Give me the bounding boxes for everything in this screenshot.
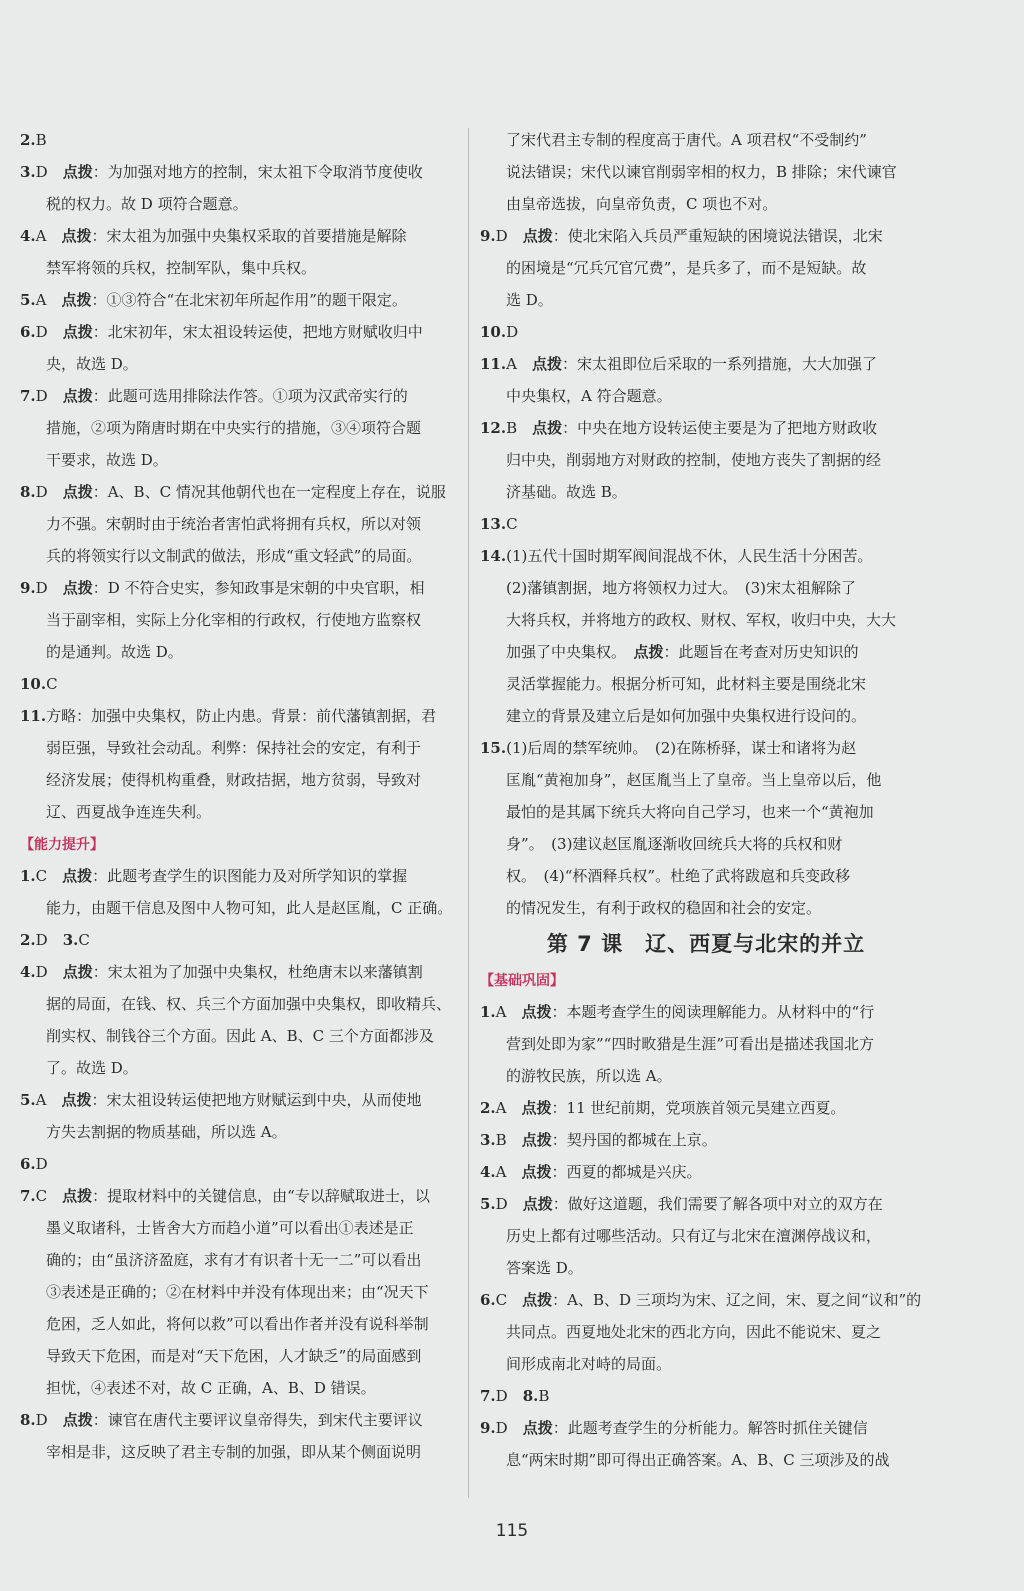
- explanation-text: ：为加强对地方的控制，宋太祖下令取消节度使收: [92, 163, 423, 181]
- question-number: 8.: [20, 1411, 36, 1429]
- answer-continuation: [20, 1372, 472, 1404]
- answer-text: D: [495, 1387, 523, 1405]
- answer-text: D: [35, 323, 63, 341]
- answer-line: [480, 540, 932, 572]
- explanation-text: ：宋太祖为加强中央集权采取的首要措施是解除: [91, 227, 407, 245]
- answer-text: 息“两宋时期”即可得出正确答案。A、B、C 三项涉及的战: [506, 1451, 890, 1469]
- question-number: 9.: [20, 579, 36, 597]
- answer-continuation: [480, 700, 932, 732]
- answer-text: D: [35, 387, 63, 405]
- section-row: [480, 964, 932, 996]
- question-number: 4.: [20, 227, 36, 245]
- answer-line: [480, 1412, 932, 1444]
- answer-continuation: [480, 572, 932, 604]
- explanation-text: ：做好这道题，我们需要了解各项中对立的双方在: [552, 1195, 883, 1213]
- answer-text: 中央集权，A 符合题意。: [506, 387, 672, 405]
- answer-line: [20, 124, 472, 156]
- answer-text: 当于副宰相，实际上分化宰相的行政权，行使地方监察权: [46, 611, 422, 629]
- answer-text: ③表述是正确的；②在材料中并没有体现出来；由“况天下: [46, 1283, 429, 1301]
- tip-label: 点拨: [61, 1091, 92, 1109]
- explanation-text: ：宋太祖为了加强中央集权，杜绝唐末以来藩镇割: [92, 963, 423, 981]
- answer-continuation: [480, 1060, 932, 1092]
- explanation-text: ：此题可选用排除法作答。①项为汉武帝实行的: [92, 387, 408, 405]
- answer-line: [20, 316, 472, 348]
- answer-text: 央，故选 D。: [46, 355, 138, 373]
- answer-text: 辽、西夏战争连连失利。: [46, 803, 212, 821]
- answer-text: 的困境是“冗兵冗官冗费”，是兵多了，而不是短缺。故: [506, 259, 867, 277]
- question-number: 6.: [480, 1291, 496, 1309]
- answer-line: [480, 412, 932, 444]
- answer-line: [480, 1284, 932, 1316]
- answer-continuation: [20, 636, 472, 668]
- answer-text: 弱臣强，导致社会动乱。利弊：保持社会的安定，有利于: [46, 739, 422, 757]
- tip-label: 点拨: [522, 1291, 553, 1309]
- answer-continuation: [20, 764, 472, 796]
- answer-line: [480, 220, 932, 252]
- answer-line: [20, 156, 472, 188]
- answer-text: D: [35, 1411, 63, 1429]
- explanation-text: ：北宋初年，宋太祖设转运使，把地方财赋收归中: [92, 323, 423, 341]
- tip-label: 点拨: [532, 419, 563, 437]
- answer-continuation: [20, 188, 472, 220]
- question-number: 7.: [20, 1187, 36, 1205]
- right-column: [480, 124, 932, 1476]
- answer-line: [480, 508, 932, 540]
- answer-text: D: [495, 227, 523, 245]
- answer-text: C: [495, 1291, 523, 1309]
- tip-label: 点拨: [62, 1411, 93, 1429]
- answer-line: [20, 668, 472, 700]
- explanation-text: ：中央在地方设转运使主要是为了把地方财政收: [562, 419, 878, 437]
- answer-text: 税的权力。故 D 项符合题意。: [46, 195, 248, 213]
- question-number: 10.: [20, 675, 47, 693]
- question-number: 7.: [20, 387, 36, 405]
- answer-text: B: [506, 419, 533, 437]
- tip-label: 点拨: [521, 1099, 552, 1117]
- answer-continuation: [480, 476, 932, 508]
- question-number: 6.: [20, 1155, 36, 1173]
- answer-continuation: [480, 188, 932, 220]
- answer-continuation: [480, 1220, 932, 1252]
- question-number: 5.: [20, 291, 36, 309]
- answer-text: 宰相是非，这反映了君主专制的加强，即从某个侧面说明: [46, 1443, 422, 1461]
- question-number: 3.: [62, 931, 79, 949]
- answer-continuation: [480, 828, 932, 860]
- answer-continuation: [480, 796, 932, 828]
- answer-text: A: [35, 227, 62, 245]
- explanation-text: ：A、B、C 情况其他朝代也在一定程度上存在，说服: [92, 483, 446, 501]
- answer-text: C: [46, 675, 58, 693]
- question-number: 13.: [480, 515, 507, 533]
- answer-continuation: [480, 1316, 932, 1348]
- tip-label: 点拨: [521, 1163, 552, 1181]
- answer-continuation: [20, 1436, 472, 1468]
- answer-text: 最怕的是其属下统兵大将向自己学习，也来一个“黄袍加: [506, 803, 874, 821]
- section-label: 【能力提升】: [20, 837, 104, 853]
- question-number: 5.: [480, 1195, 496, 1213]
- answer-continuation: [20, 796, 472, 828]
- answer-continuation: [480, 764, 932, 796]
- answer-text: D: [35, 579, 63, 597]
- answer-text: 干要求，故选 D。: [46, 451, 168, 469]
- column-divider: [468, 128, 469, 1498]
- answer-text: D: [35, 1155, 48, 1173]
- answer-line: [20, 1180, 472, 1212]
- answer-continuation: [480, 1252, 932, 1284]
- answer-text: 选 D。: [506, 291, 553, 309]
- tip-label: 点拨: [62, 387, 93, 405]
- question-number: 1.: [480, 1003, 496, 1021]
- answer-line: [480, 1380, 932, 1412]
- answer-continuation: [480, 1028, 932, 1060]
- explanation-text: ：D 不符合史实，参知政事是宋朝的中央官职，相: [92, 579, 425, 597]
- answer-text: 权。 (4)“杯酒释兵权”。杜绝了武将跋扈和兵变政移: [506, 867, 851, 885]
- explanation-text: ：提取材料中的关键信息，由“专以辞赋取进士，以: [92, 1187, 430, 1205]
- answer-continuation: [480, 284, 932, 316]
- answer-text: 方略：加强中央集权，防止内患。背景：前代藩镇割据，君: [46, 707, 437, 725]
- tip-label: 点拨: [521, 1131, 552, 1149]
- answer-text: 身”。 (3)建议赵匡胤逐渐收回统兵大将的兵权和财: [506, 835, 843, 853]
- answer-continuation: [480, 892, 932, 924]
- answer-continuation: [480, 636, 932, 668]
- tip-label: 点拨: [62, 1187, 93, 1205]
- question-number: 2.: [20, 131, 36, 149]
- answer-text: 济基础。故选 B。: [506, 483, 627, 501]
- explanation-text: ：使北宋陷入兵员严重短缺的困境说法错误，北宋: [552, 227, 883, 245]
- question-number: 5.: [20, 1091, 36, 1109]
- answer-line: [20, 572, 472, 604]
- explanation-text: ：A、B、D 三项均为宋、辽之间，宋、夏之间“议和”的: [552, 1291, 922, 1309]
- answer-continuation: [20, 1020, 472, 1052]
- answer-text: A: [506, 355, 532, 373]
- answer-continuation: [480, 124, 932, 156]
- answer-text: 的情况发生，有利于政权的稳固和社会的安定。: [506, 899, 822, 917]
- question-number: 3.: [480, 1131, 496, 1149]
- tip-label: 点拨: [62, 163, 93, 181]
- answer-continuation: [480, 1444, 932, 1476]
- answer-continuation: [20, 1276, 472, 1308]
- question-number: 9.: [480, 227, 496, 245]
- answer-text: 间形成南北对峙的局面。: [506, 1355, 672, 1373]
- tip-label: 点拨: [62, 963, 93, 981]
- answer-line: [480, 1156, 932, 1188]
- answer-text: (1)后周的禁军统帅。 (2)在陈桥驿，谋士和诸将为赵: [506, 739, 857, 757]
- question-number: 3.: [20, 163, 36, 181]
- tip-label: 点拨: [62, 323, 93, 341]
- answer-line: [480, 316, 932, 348]
- answer-text: 经济发展；使得机构重叠，财政拮据，地方贫弱，导致对: [46, 771, 422, 789]
- question-number: 6.: [20, 323, 36, 341]
- answer-text: 能力，由题干信息及图中人物可知，此人是赵匡胤，C 正确。: [46, 899, 453, 917]
- answer-continuation: [20, 508, 472, 540]
- question-number: 10.: [480, 323, 507, 341]
- answer-text: B: [538, 1387, 550, 1405]
- answer-text: 共同点。西夏地处北宋的西北方向，因此不能说宋、夏之: [506, 1323, 882, 1341]
- answer-text: 措施，②项为隋唐时期在中央实行的措施，③④项符合题: [46, 419, 422, 437]
- explanation-text: ：本题考查学生的阅读理解能力。从材料中的“行: [551, 1003, 875, 1021]
- answer-continuation: [20, 988, 472, 1020]
- answer-continuation: [20, 1052, 472, 1084]
- tip-label: 点拨: [522, 227, 553, 245]
- answer-text: A: [495, 1003, 522, 1021]
- answer-text: A: [35, 1091, 62, 1109]
- answer-line: [480, 348, 932, 380]
- answer-text: 的是通判。故选 D。: [46, 643, 183, 661]
- answer-text: 方失去割据的物质基础，所以选 A。: [46, 1123, 287, 1141]
- answer-text: C: [35, 867, 63, 885]
- answer-continuation: [480, 444, 932, 476]
- question-number: 11.: [480, 355, 507, 373]
- answer-text: 营到处即为家”“四时畋猎是生涯”可看出是描述我国北方: [506, 1035, 875, 1053]
- answer-text: D: [495, 1195, 523, 1213]
- tip-label: 点拨: [522, 1195, 553, 1213]
- tip-label: 点拨: [62, 579, 93, 597]
- explanation-text: ：11 世纪前期，党项族首领元昊建立西夏。: [551, 1099, 846, 1117]
- answer-continuation: [20, 444, 472, 476]
- answer-continuation: [20, 732, 472, 764]
- answer-text: D: [35, 163, 63, 181]
- answer-line: [480, 996, 932, 1028]
- answer-text: 削实权、制钱谷三个方面。因此 A、B、C 三个方面都涉及: [46, 1027, 434, 1045]
- answer-continuation: [20, 540, 472, 572]
- answer-line: [20, 924, 472, 956]
- tip-label: 点拨: [61, 291, 92, 309]
- answer-text: C: [35, 1187, 63, 1205]
- answer-text: 禁军将领的兵权，控制军队，集中兵权。: [46, 259, 317, 277]
- explanation-text: ：①③符合“在北宋初年所起作用”的题干限定。: [91, 291, 407, 309]
- lesson-title: 第 7 课 辽、西夏与北宋的并立: [546, 932, 866, 956]
- answer-text: D: [35, 483, 63, 501]
- answer-line: [20, 700, 472, 732]
- answer-line: [20, 380, 472, 412]
- answer-continuation: [20, 1340, 472, 1372]
- question-number: 8.: [20, 483, 36, 501]
- tip-label: 点拨: [522, 1419, 553, 1437]
- answer-line: [20, 1084, 472, 1116]
- answer-text: A: [495, 1163, 522, 1181]
- answer-text: 说法错误；宋代以谏官削弱宰相的权力，B 排除；宋代谏官: [506, 163, 897, 181]
- section-label: 【基础巩固】: [480, 973, 564, 989]
- tip-label: 点拨: [62, 867, 93, 885]
- answer-continuation: [480, 860, 932, 892]
- answer-text: 由皇帝选拔，向皇帝负责，C 项也不对。: [506, 195, 778, 213]
- explanation-text: ：谏官在唐代主要评议皇帝得失，到宋代主要评议: [92, 1411, 423, 1429]
- tip-label: 点拨: [62, 483, 93, 501]
- question-number: 2.: [480, 1099, 496, 1117]
- answer-text: 建立的背景及建立后是如何加强中央集权进行设问的。: [506, 707, 867, 725]
- answer-text: 灵活掌握能力。根据分析可知，此材料主要是围绕北宋: [506, 675, 867, 693]
- answer-text: 据的局面，在钱、权、兵三个方面加强中央集权，即收精兵、: [46, 995, 452, 1013]
- explanation-text: ：宋太祖设转运使把地方财赋运到中央，从而使地: [91, 1091, 422, 1109]
- question-number: 15.: [480, 739, 507, 757]
- answer-text: D: [35, 963, 63, 981]
- tip-label: 点拨: [531, 355, 562, 373]
- answer-text: 加强了中央集权。: [506, 643, 634, 661]
- answer-line: [20, 956, 472, 988]
- answer-text: 担忧，④表述不对，故 C 正确，A、B、D 错误。: [46, 1379, 376, 1397]
- answer-continuation: [20, 1308, 472, 1340]
- explanation-text: ：宋太祖即位后采取的一系列措施，大大加强了: [561, 355, 877, 373]
- answer-text: B: [35, 131, 47, 149]
- question-number: 2.: [20, 931, 36, 949]
- answer-text: 墨义取诸科，士皆舍大方而趋小道”可以看出①表述是正: [46, 1219, 414, 1237]
- answer-text: 导致天下危困，而是对“天下危困，人才缺乏”的局面感到: [46, 1347, 422, 1365]
- answer-continuation: [20, 604, 472, 636]
- answer-line: [20, 1148, 472, 1180]
- left-column: [20, 124, 472, 1468]
- answer-text: 兵的将领实行以文制武的做法，形成“重文轻武”的局面。: [46, 547, 422, 565]
- answer-continuation: [20, 1212, 472, 1244]
- answer-text: 归中央，削弱地方对财政的控制，使地方丧失了割据的经: [506, 451, 882, 469]
- section-row: [20, 828, 472, 860]
- answer-continuation: [480, 252, 932, 284]
- answer-continuation: [480, 668, 932, 700]
- tip-label: 点拨: [521, 1003, 552, 1021]
- tip-label: 点拨: [61, 227, 92, 245]
- answer-line: [20, 1404, 472, 1436]
- answer-line: [20, 860, 472, 892]
- answer-text: 了宋代君主专制的程度高于唐代。A 项君权“不受制约”: [506, 131, 867, 149]
- answer-text: A: [495, 1099, 522, 1117]
- answer-text: (2)藩镇割据，地方将领权力过大。 (3)宋太祖解除了: [506, 579, 856, 597]
- answer-text: 的游牧民族，所以选 A。: [506, 1067, 672, 1085]
- answer-line: [20, 476, 472, 508]
- question-number: 4.: [20, 963, 36, 981]
- question-number: 12.: [480, 419, 507, 437]
- answer-continuation: [20, 412, 472, 444]
- answer-line: [480, 732, 932, 764]
- answer-line: [480, 1092, 932, 1124]
- answer-continuation: [20, 252, 472, 284]
- answer-text: 力不强。宋朝时由于统治者害怕武将拥有兵权，所以对领: [46, 515, 422, 533]
- answer-continuation: [20, 1116, 472, 1148]
- question-number: 7.: [480, 1387, 496, 1405]
- answer-continuation: [480, 380, 932, 412]
- question-number: 8.: [522, 1387, 539, 1405]
- answer-continuation: [20, 348, 472, 380]
- answer-text: D: [506, 323, 519, 341]
- answer-continuation: [20, 892, 472, 924]
- answer-text: 匡胤“黄袍加身”，赵匡胤当上了皇帝。当上皇帝以后，他: [506, 771, 882, 789]
- answer-text: 答案选 D。: [506, 1259, 583, 1277]
- answer-line: [20, 284, 472, 316]
- answer-continuation: [20, 1244, 472, 1276]
- explanation-text: ：此题旨在考查对历史知识的: [663, 643, 859, 661]
- answer-text: C: [78, 931, 90, 949]
- question-number: 9.: [480, 1419, 496, 1437]
- answer-text: D: [495, 1419, 523, 1437]
- answer-text: (1)五代十国时期军阀间混战不休，人民生活十分困苦。: [506, 547, 873, 565]
- answer-text: 确的；由“虽济济盈庭，求有才有识者十无一二”可以看出: [46, 1251, 422, 1269]
- explanation-text: ：此题考查学生的分析能力。解答时抓住关键信: [552, 1419, 868, 1437]
- question-number: 4.: [480, 1163, 496, 1181]
- answer-text: D: [35, 931, 63, 949]
- answer-line: [480, 1188, 932, 1220]
- answer-continuation: [480, 156, 932, 188]
- answer-text: B: [495, 1131, 522, 1149]
- explanation-text: ：此题考查学生的识图能力及对所学知识的掌握: [92, 867, 408, 885]
- answer-continuation: [480, 1348, 932, 1380]
- answer-continuation: [480, 604, 932, 636]
- question-number: 11.: [20, 707, 47, 725]
- answer-text: 历史上都有过哪些活动。只有辽与北宋在澶渊停战议和，: [506, 1227, 882, 1245]
- answer-line: [20, 220, 472, 252]
- question-number: 14.: [480, 547, 507, 565]
- question-number: 1.: [20, 867, 36, 885]
- answer-text: 危困，乏人如此，将何以救”可以看出作者并没有说科举制: [46, 1315, 429, 1333]
- answer-line: [480, 1124, 932, 1156]
- explanation-text: ：西夏的都城是兴庆。: [551, 1163, 702, 1181]
- explanation-text: ：契丹国的都城在上京。: [551, 1131, 717, 1149]
- answer-text: C: [506, 515, 518, 533]
- page-number: 115: [495, 1521, 529, 1541]
- answer-text: 大将兵权，并将地方的政权、财权、军权，收归中央，大大: [506, 611, 897, 629]
- answer-text: A: [35, 291, 62, 309]
- answer-text: 了。故选 D。: [46, 1059, 138, 1077]
- tip-label: 点拨: [633, 643, 664, 661]
